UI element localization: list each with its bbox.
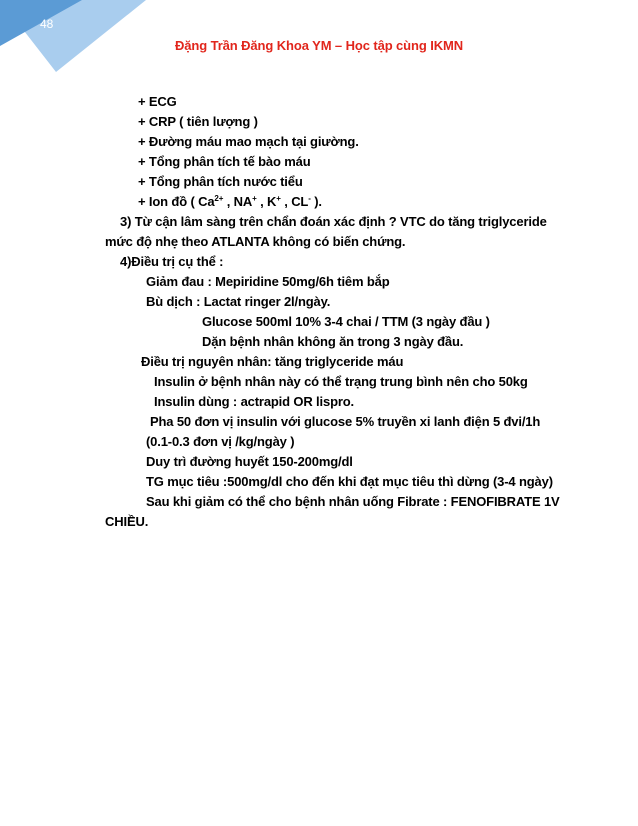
paragraph-line: 3) Từ cận lâm sàng trên chẩn đoán xác định ? VTC do tăng triglyceride bbox=[120, 214, 547, 229]
list-item: + ECG bbox=[138, 94, 177, 109]
list-item: + Tổng phân tích nước tiểu bbox=[138, 174, 303, 189]
list-item: + Đường máu mao mạch tại giường. bbox=[138, 134, 359, 149]
list-item: + Tổng phân tích tế bào máu bbox=[138, 154, 311, 169]
paragraph-line: Sau khi giảm có thể cho bệnh nhân uống Fibrate : FENOFIBRATE 1V bbox=[146, 494, 560, 509]
paragraph-line: CHIỀU. bbox=[105, 514, 149, 529]
paragraph-line: TG mục tiêu :500mg/dl cho đến khi đạt mục tiêu thì dừng (3-4 ngày) bbox=[146, 474, 553, 489]
page-header: Đặng Trần Đăng Khoa YM – Học tập cùng IKMN bbox=[174, 38, 464, 53]
paragraph-line: Insulin ở bệnh nhân này có thể trạng trung bình nên cho 50kg bbox=[154, 374, 528, 389]
paragraph-line: Bù dịch : Lactat ringer 2l/ngày. bbox=[146, 294, 331, 309]
paragraph-line: Insulin dùng : actrapid OR lispro. bbox=[154, 394, 355, 409]
page-number: 48 bbox=[40, 17, 54, 31]
section-heading: 4)Điều trị cụ thể : bbox=[120, 254, 224, 269]
paragraph-line: (0.1-0.3 đơn vị /kg/ngày ) bbox=[146, 434, 295, 449]
ion-list-item: + Ion đồ ( $Ca^{2+}$ , NA+ , K+ , CL- ). bbox=[138, 194, 322, 209]
paragraph-line: Duy trì đường huyết 150-200mg/dl bbox=[146, 454, 353, 469]
paragraph-line: Dặn bệnh nhân không ăn trong 3 ngày đầu. bbox=[202, 334, 464, 349]
paragraph-line: Giảm đau : Mepiridine 50mg/6h tiêm bắp bbox=[146, 274, 390, 289]
list-item: + CRP ( tiên lượng ) bbox=[138, 114, 258, 129]
paragraph-line: mức độ nhẹ theo ATLANTA không có biến chứng. bbox=[105, 234, 406, 249]
paragraph-line: Glucose 500ml 10% 3-4 chai / TTM (3 ngày đầu ) bbox=[202, 314, 490, 329]
paragraph-line: Pha 50 đơn vị insulin với glucose 5% truyền xi lanh điện 5 đvi/1h bbox=[150, 414, 541, 429]
paragraph-line: Điều trị nguyên nhân: tăng triglyceride máu bbox=[141, 354, 404, 369]
